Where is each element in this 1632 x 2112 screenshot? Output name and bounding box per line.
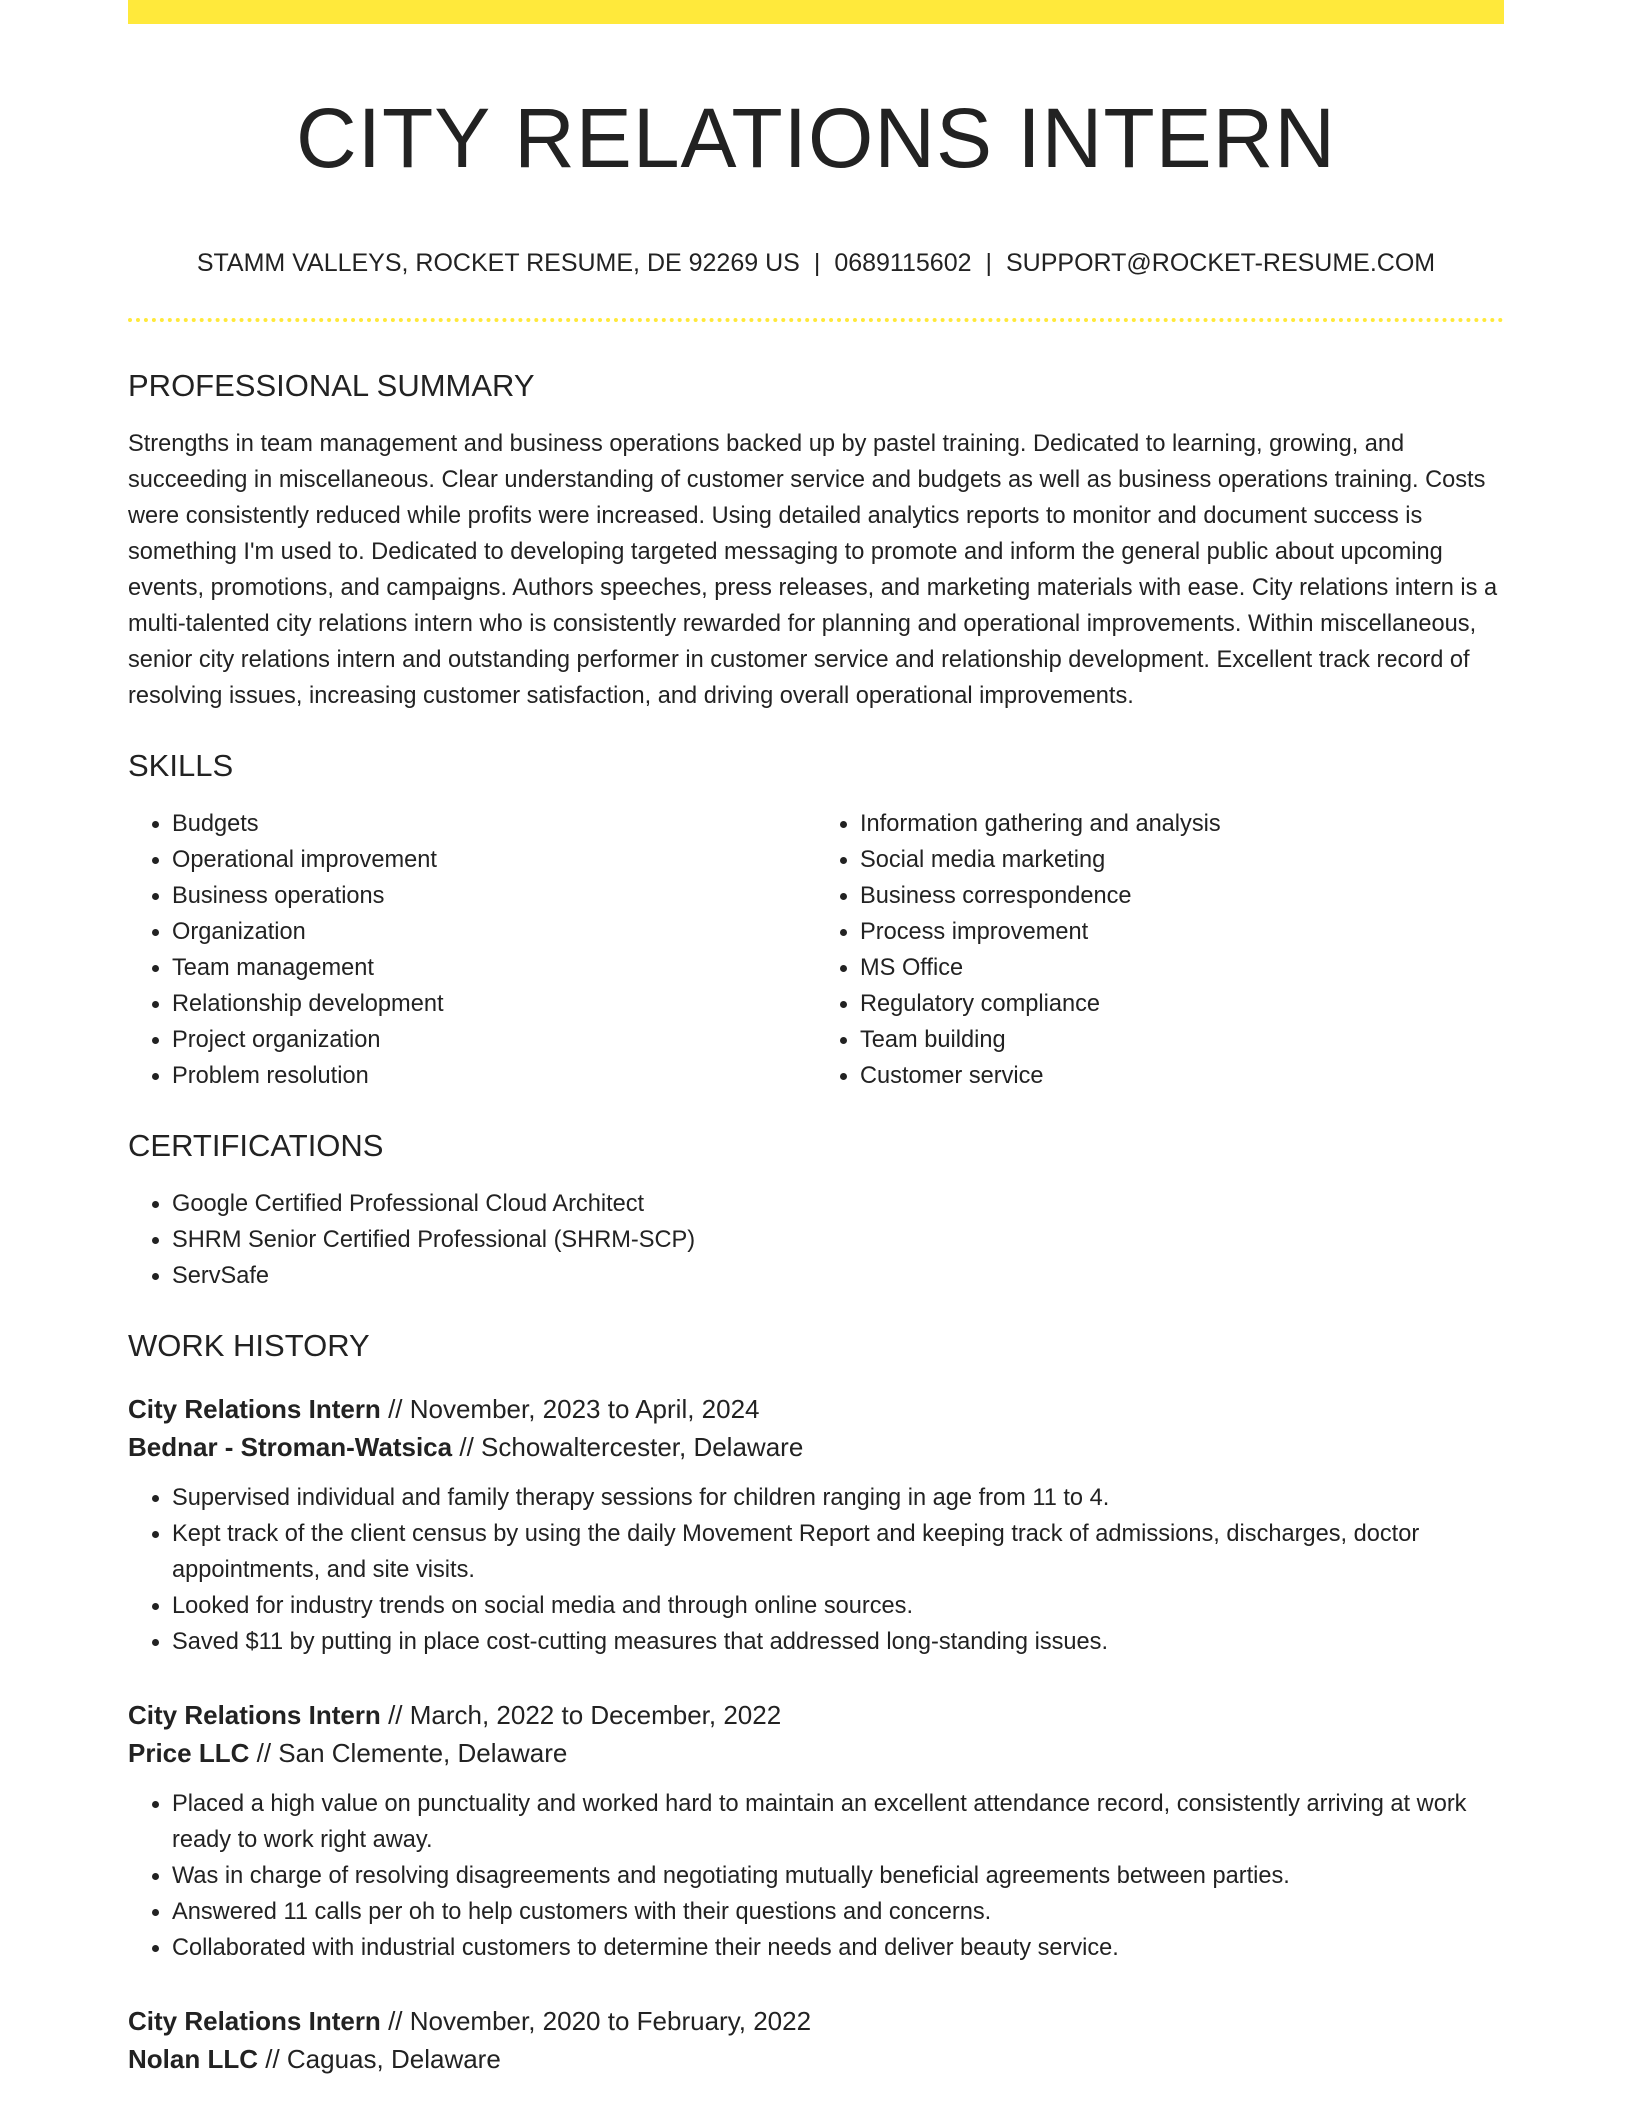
summary-heading: PROFESSIONAL SUMMARY [128,368,535,403]
contact-phone: 0689115602 [834,249,972,277]
certifications-heading: CERTIFICATIONS [128,1128,384,1163]
job-bullet: • Supervised individual and family therapy sessions for children ranging in age from 11 to 4. [172,1480,1504,1516]
skill-item: • Relationship development [172,986,816,1022]
skill-item: • Budgets [172,806,816,842]
job-company: Price LLC [128,1738,250,1768]
skill-item: • Organization [172,914,816,950]
skill-item: • Process improvement [860,914,1504,950]
job-location: // Schowaltercester, Delaware [459,1432,804,1462]
certification-item: • ServSafe [172,1258,1504,1294]
job-company-line [128,2040,1504,2078]
skill-item: • Operational improvement [172,842,816,878]
skill-item: • Regulatory compliance [860,986,1504,1022]
job-company-line [128,1428,1504,1466]
skill-item: • Customer service [860,1058,1504,1094]
job-bullet: • Looked for industry trends on social media and through online sources. [172,1588,1504,1624]
job-location: // San Clemente, Delaware [256,1738,568,1768]
job-role: City Relations Intern [128,1394,381,1424]
job-entry [128,1390,1504,1660]
job-bullet: • Saved $11 by putting in place cost-cutting measures that addressed long-standing issues. [172,1624,1504,1660]
job-bullet: • Answered 11 calls per oh to help customers with their questions and concerns. [172,1894,1504,1930]
skills-columns [128,806,1504,1094]
job-bullet: • Collaborated with industrial customers to determine their needs and deliver beauty service. [172,1930,1504,1966]
skills-right-list [816,806,1504,1094]
dotted-divider [128,318,1504,322]
skill-item: • Information gathering and analysis [860,806,1504,842]
skill-item: • Team building [860,1022,1504,1058]
accent-top-bar [128,0,1504,24]
job-title-line [128,1696,1504,1734]
summary-section [128,366,1504,714]
certifications-section [128,1126,1504,1294]
certifications-list [128,1186,1504,1294]
job-entry [128,1696,1504,1966]
job-dates: // November, 2023 to April, 2024 [388,1394,760,1424]
certification-item: • Google Certified Professional Cloud Architect [172,1186,1504,1222]
contact-line [128,246,1504,280]
job-dates: // March, 2022 to December, 2022 [388,1700,782,1730]
job-title-line [128,2002,1504,2040]
job-bullet: • Was in charge of resolving disagreements and negotiating mutually beneficial agreements between parties. [172,1858,1504,1894]
skill-item: • Problem resolution [172,1058,816,1094]
skill-item: • Business correspondence [860,878,1504,914]
summary-text: Strengths in team management and business operations backed up by pastel training. Dedicated to learning, growing, and succeeding in miscellaneous. Clear understanding of customer service and budgets as well as business operations training. Costs were consistently reduced while profits were increased. Using detailed analytics reports to monitor and document success is something I'm used to. Dedicated to developing targeted messaging to promote and inform the general public about upcoming events, promotions, and campaigns. Authors speeches, press releases, and marketing materials with ease. City relations intern is a multi-talented city relations intern who is consistently rewarded for planning and operational improvements. Within miscellaneous, senior city relations intern and outstanding performer in customer service and relationship development. Excellent track record of resolving issues, increasing customer satisfaction, and driving overall operational improvements. [128,431,1498,709]
skill-item: • Business operations [172,878,816,914]
job-company: Bednar - Stroman-Watsica [128,1432,453,1462]
work-history-heading: WORK HISTORY [128,1328,370,1363]
contact-address: STAMM VALLEYS, ROCKET RESUME, DE 92269 US [196,249,800,277]
job-company: Nolan LLC [128,2044,258,2074]
job-company-line [128,1734,1504,1772]
skills-heading: SKILLS [128,748,234,783]
job-dates: // November, 2020 to February, 2022 [388,2006,812,2036]
job-title-line [128,1390,1504,1428]
work-history-section [128,1326,1504,2078]
job-bullets [128,1480,1504,1660]
skill-item: • Social media marketing [860,842,1504,878]
job-bullets [128,1786,1504,1966]
job-role: City Relations Intern [128,2006,381,2036]
skill-item: • Team management [172,950,816,986]
resume-name: CITY RELATIONS INTERN [295,91,1337,185]
skill-item: • MS Office [860,950,1504,986]
contact-separator: | [813,249,821,277]
certification-item: • SHRM Senior Certified Professional (SHRM-SCP) [172,1222,1504,1258]
job-entry [128,2002,1504,2078]
job-bullet: • Kept track of the client census by using the daily Movement Report and keeping track of admissions, discharges, doctor appointments, and site visits. [172,1516,1504,1588]
resume-page [128,0,1504,2078]
skills-left-list [128,806,816,1094]
skill-item: • Project organization [172,1022,816,1058]
job-bullet: • Placed a high value on punctuality and worked hard to maintain an excellent attendance record, consistently arriving at work ready to work right away. [172,1786,1504,1858]
contact-separator: | [985,249,992,277]
job-role: City Relations Intern [128,1700,381,1730]
job-location: // Caguas, Delaware [265,2044,501,2074]
skills-section [128,746,1504,1094]
contact-email[interactable]: SUPPORT@ROCKET-RESUME.COM [1006,249,1436,277]
